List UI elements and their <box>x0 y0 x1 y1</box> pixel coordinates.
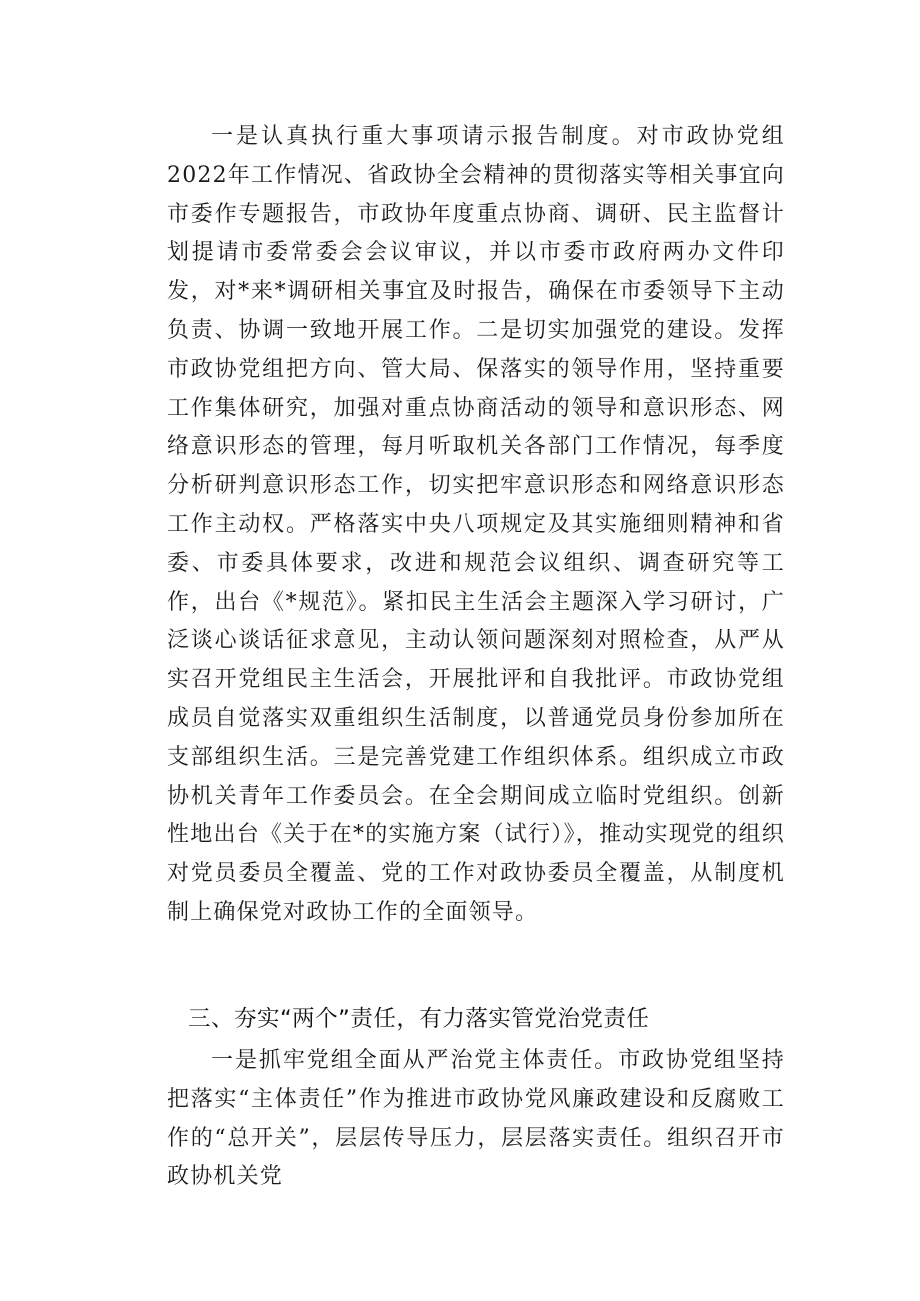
body-text-block-1 <box>167 118 785 933</box>
paragraph-1: 一是认真执行重大事项请示报告制度。对市政协党组2022年工作情况、省政协全会精神的贯彻落实等相关事宜向市委作专题报告，市政协年度重点协商、调研、民主监督计划提请市委常委会会议审议，并以市委市政府两办文件印发，对*来*调研相关事宜及时报告，确保在市委领导下主动负责、协调一致地开展工作。二是切实加强党的建设。发挥市政协党组把方向、管大局、保落实的领导作用，坚持重要工作集体研究，加强对重点协商活动的领导和意识形态、网络意识形态的管理，每月听取机关各部门工作情况，每季度分析研判意识形态工作，切实把牢意识形态和网络意识形态工作主动权。严格落实中央八项规定及其实施细则精神和省委、市委具体要求，改进和规范会议组织、调查研究等工作，出台《*规范》。紧扣民主生活会主题深入学习研讨，广泛谈心谈话征求意见，主动认领问题深刻对照检查，从严从实召开党组民主生活会，开展批评和自我批评。市政协党组成员自觉落实双重组织生活制度，以普通党员身份参加所在支部组织生活。三是完善党建工作组织体系。组织成立市政协机关青年工作委员会。在全会期间成立临时党组织。创新性地出台《关于在*的实施方案（试行）》，推动实现党的组织对党员委员全覆盖、党的工作对政协委员全覆盖，从制度机制上确保党对政协工作的全面领导。 <box>167 124 785 925</box>
section-heading: 三、夯实“两个”责任，有力落实管党治党责任 <box>188 1006 650 1032</box>
paragraph-2: 一是抓牢党组全面从严治党主体责任。市政协党组坚持把落实“主体责任”作为推进市政协党风廉政建设和反腐败工作的“总开关”，层层传导压力，层层落实责任。组织召开市政协机关党 <box>167 1048 785 1190</box>
body-text-block-2 <box>167 1042 785 1197</box>
